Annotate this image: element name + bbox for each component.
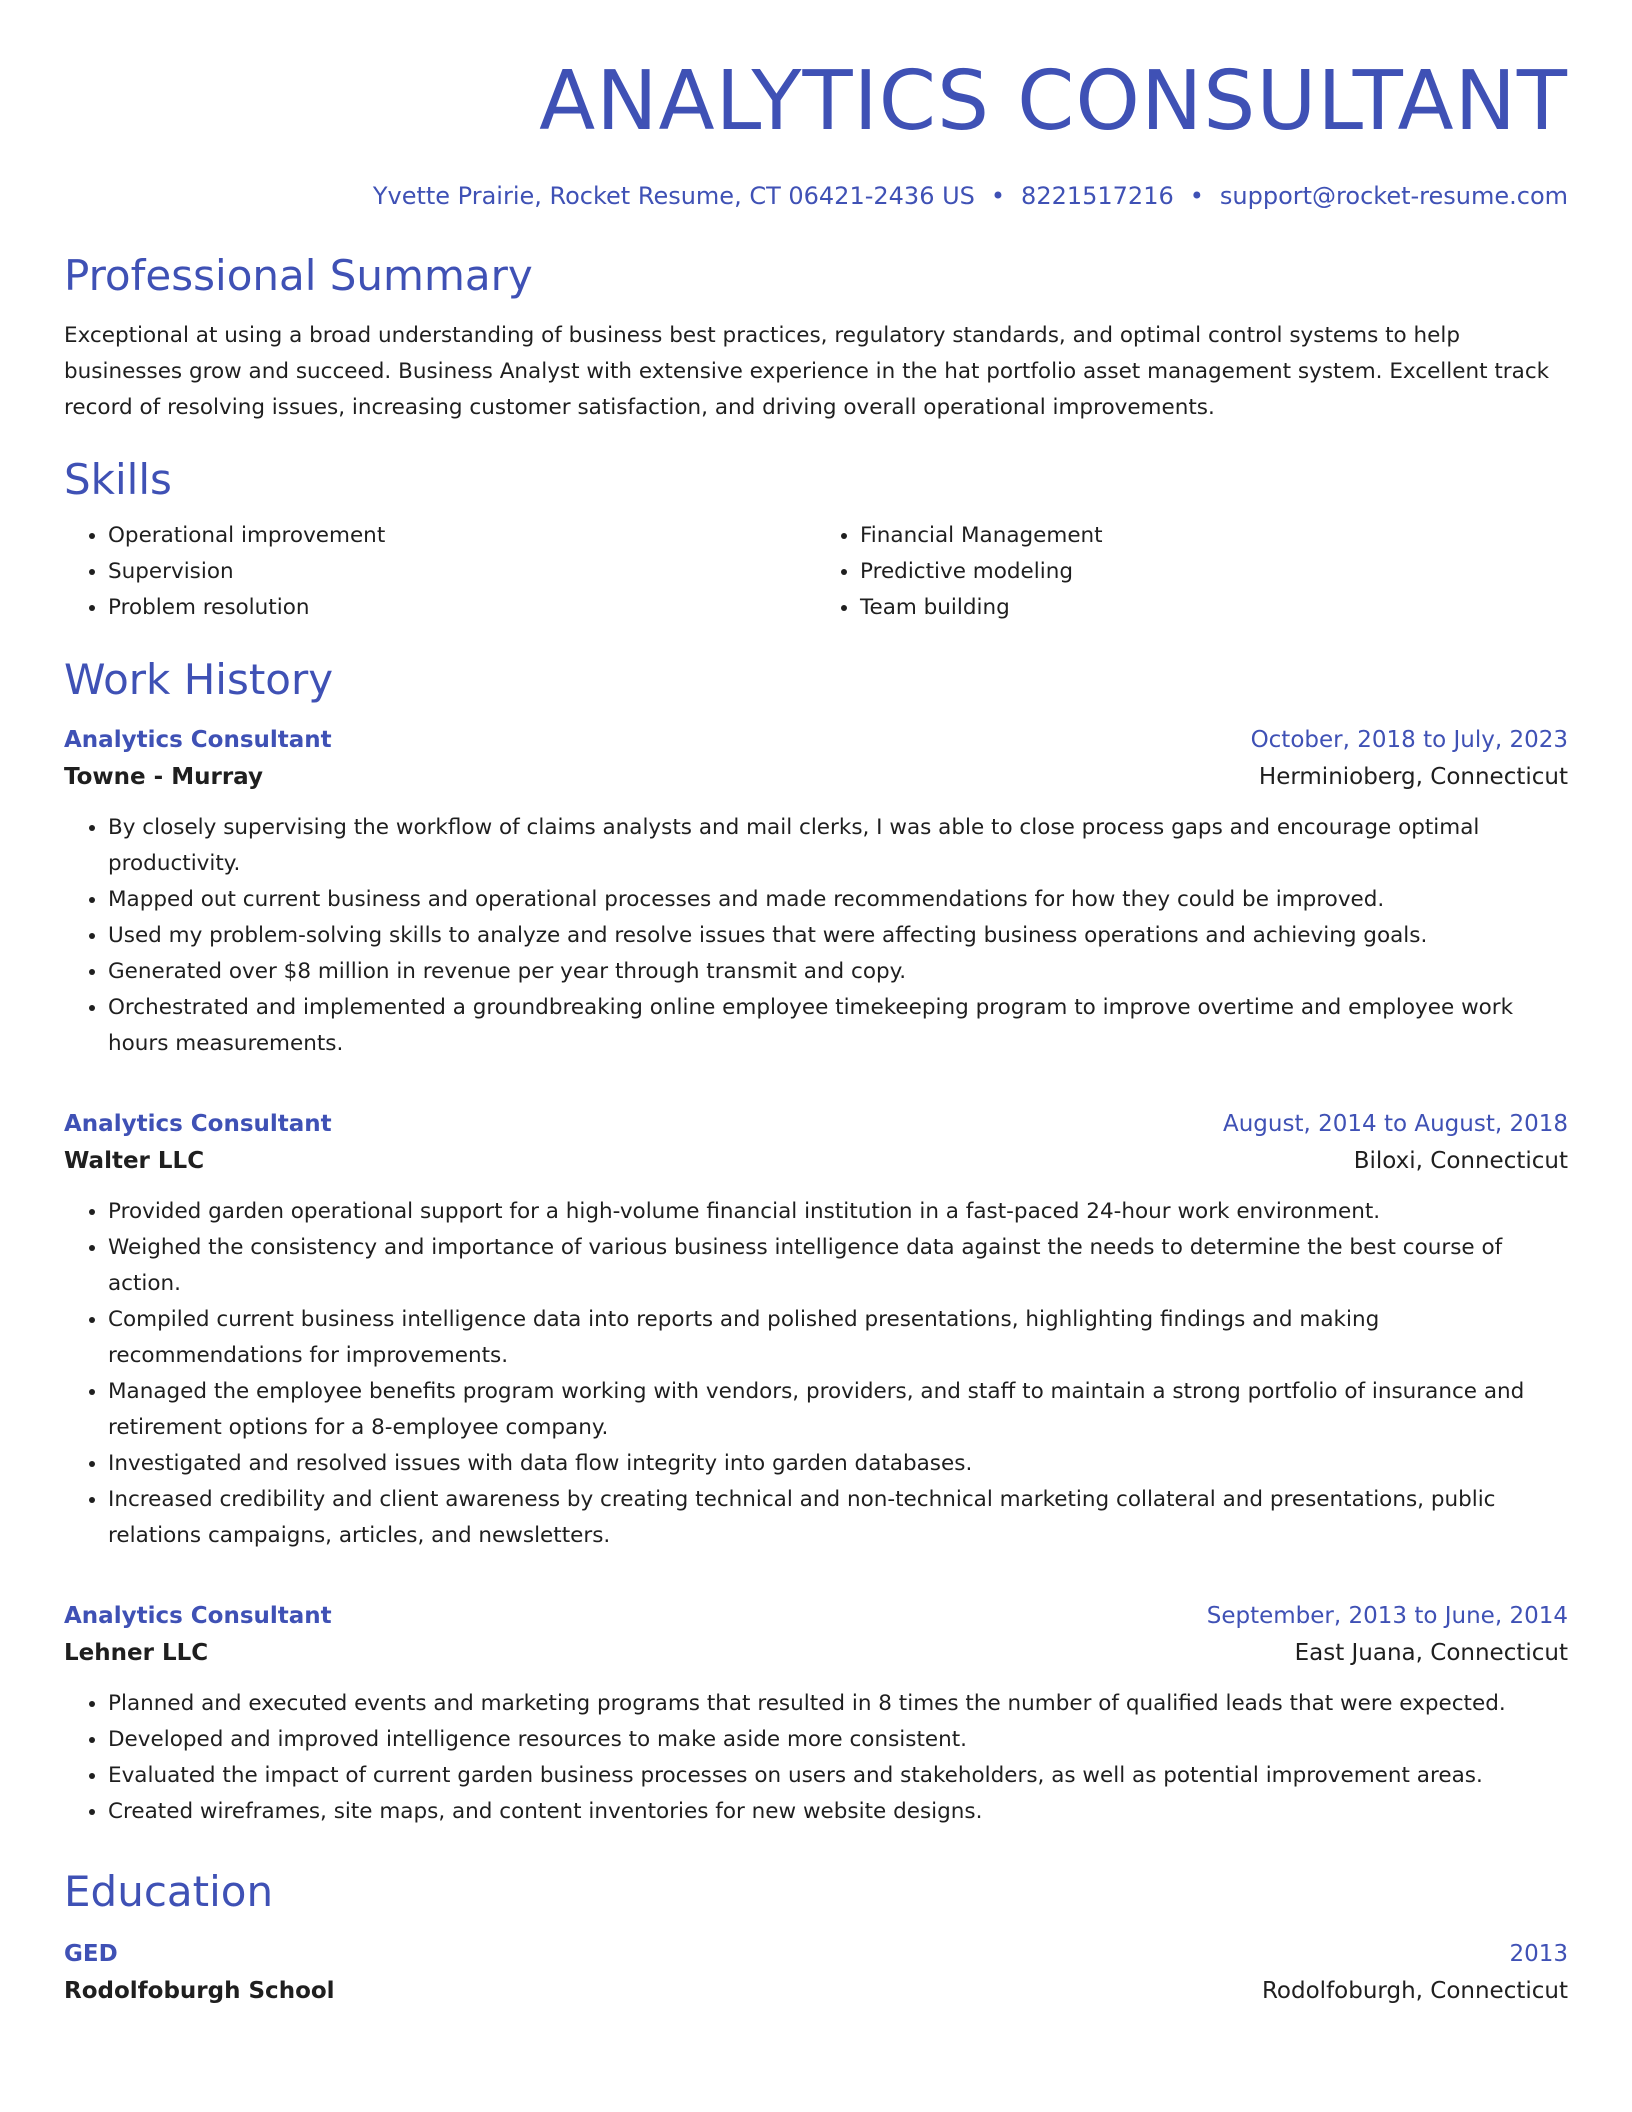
job-company: Towne - Murray bbox=[64, 764, 263, 790]
skill-item: • Problem resolution bbox=[108, 590, 816, 626]
job-company: Lehner LLC bbox=[64, 1640, 209, 1666]
job-bullets bbox=[64, 810, 1568, 1062]
job-entry bbox=[64, 1598, 1568, 1830]
job-bullet: • Evaluated the impact of current garden business processes on users and stakeholders, as well as potential improvement areas. bbox=[108, 1758, 1568, 1794]
education-year: 2013 bbox=[1509, 1941, 1568, 1967]
job-title: Analytics Consultant bbox=[64, 1111, 332, 1137]
education-entry bbox=[64, 1936, 1568, 2010]
job-company-row bbox=[64, 1142, 1568, 1180]
skill-item: • Financial Management bbox=[860, 518, 1568, 554]
job-bullet: • Generated over $8 million in revenue per year through transmit and copy. bbox=[108, 954, 1568, 990]
skills-list-right bbox=[816, 518, 1568, 626]
contact-line bbox=[64, 180, 1568, 212]
work-history-heading: Work History bbox=[64, 655, 334, 704]
skills-grid bbox=[64, 518, 1568, 626]
job-bullet: • Managed the employee benefits program working with vendors, providers, and staff to maintain a strong portfolio of insurance and retirement options for a 8-employee company. bbox=[108, 1374, 1568, 1446]
job-title-row bbox=[64, 1106, 1568, 1142]
job-company: Walter LLC bbox=[64, 1148, 205, 1174]
contact-separator: • bbox=[1189, 182, 1204, 210]
education-location: Rodolfoburgh, Connecticut bbox=[1261, 1978, 1568, 2004]
job-company-row bbox=[64, 1634, 1568, 1672]
job-dates: October, 2018 to July, 2023 bbox=[1250, 727, 1568, 753]
skill-item: • Operational improvement bbox=[108, 518, 816, 554]
job-location: East Juana, Connecticut bbox=[1294, 1640, 1568, 1666]
job-bullet: • Orchestrated and implemented a groundbreaking online employee timekeeping program to improve overtime and employee work hours measurements. bbox=[108, 990, 1568, 1062]
education-degree: GED bbox=[64, 1941, 118, 1967]
summary-text: Exceptional at using a broad understanding of business best practices, regulatory standards, and optimal control systems to help businesses grow and succeed. Business Analyst with extensive experience in the hat portfolio asset management system. Excellent track record of resolving issues, increasing customer satisfaction, and driving overall operational improvements. bbox=[64, 323, 1550, 420]
contact-email[interactable]: support@rocket-resume.com bbox=[1219, 182, 1568, 210]
job-title: Analytics Consultant bbox=[64, 727, 332, 753]
job-bullet: • Planned and executed events and marketing programs that resulted in 8 times the number of qualified leads that were expected. bbox=[108, 1686, 1568, 1722]
job-bullet: • Used my problem-solving skills to analyze and resolve issues that were affecting business operations and achieving goals. bbox=[108, 918, 1568, 954]
job-bullet: • Compiled current business intelligence data into reports and polished presentations, highlighting findings and making recommendations for improvements. bbox=[108, 1302, 1568, 1374]
contact-separator: • bbox=[990, 182, 1006, 210]
job-bullets bbox=[64, 1194, 1568, 1554]
job-title: Analytics Consultant bbox=[64, 1603, 332, 1629]
job-title-row bbox=[64, 722, 1568, 758]
skill-item: • Team building bbox=[860, 590, 1568, 626]
job-dates: August, 2014 to August, 2018 bbox=[1223, 1111, 1568, 1137]
job-entry bbox=[64, 1106, 1568, 1554]
job-bullet: • Investigated and resolved issues with data flow integrity into garden databases. bbox=[108, 1446, 1568, 1482]
education-school: Rodolfoburgh School bbox=[64, 1978, 335, 2004]
job-bullet: • Created wireframes, site maps, and content inventories for new website designs. bbox=[108, 1794, 1568, 1830]
education-heading: Education bbox=[64, 1867, 274, 1916]
skill-item: • Supervision bbox=[108, 554, 816, 590]
job-bullets bbox=[64, 1686, 1568, 1830]
work-history-section bbox=[64, 654, 1568, 1830]
job-bullet: • Provided garden operational support for a high-volume financial institution in a fast-paced 24-hour work environment. bbox=[108, 1194, 1568, 1230]
resume-name: ANALYTICS CONSULTANT bbox=[539, 54, 1568, 149]
skills-heading: Skills bbox=[64, 455, 172, 504]
summary-heading: Professional Summary bbox=[64, 251, 533, 300]
education-degree-row bbox=[64, 1936, 1568, 1972]
job-bullet: • Increased credibility and client awareness by creating technical and non-technical marketing collateral and presentations, public relations campaigns, articles, and newsletters. bbox=[108, 1482, 1568, 1554]
job-location: Herminioberg, Connecticut bbox=[1258, 764, 1568, 790]
job-dates: September, 2013 to June, 2014 bbox=[1206, 1603, 1568, 1629]
contact-address: Yvette Prairie, Rocket Resume, CT 06421-2436 US bbox=[372, 182, 975, 210]
contact-phone: 8221517216 bbox=[1021, 182, 1174, 210]
education-school-row bbox=[64, 1972, 1568, 2010]
job-company-row bbox=[64, 758, 1568, 796]
job-title-row bbox=[64, 1598, 1568, 1634]
job-bullet: • Mapped out current business and operational processes and made recommendations for how they could be improved. bbox=[108, 882, 1568, 918]
job-location: Biloxi, Connecticut bbox=[1353, 1148, 1568, 1174]
skills-section bbox=[64, 454, 1568, 626]
job-bullet: • By closely supervising the workflow of claims analysts and mail clerks, I was able to close process gaps and encourage optimal productivity. bbox=[108, 810, 1568, 882]
summary-section bbox=[64, 250, 1568, 426]
skills-list-left bbox=[64, 518, 816, 626]
skill-item: • Predictive modeling bbox=[860, 554, 1568, 590]
education-section bbox=[64, 1866, 1568, 2010]
job-entry bbox=[64, 722, 1568, 1062]
job-bullet: • Developed and improved intelligence resources to make aside more consistent. bbox=[108, 1722, 1568, 1758]
job-bullet: • Weighed the consistency and importance of various business intelligence data against the needs to determine the best course of action. bbox=[108, 1230, 1568, 1302]
